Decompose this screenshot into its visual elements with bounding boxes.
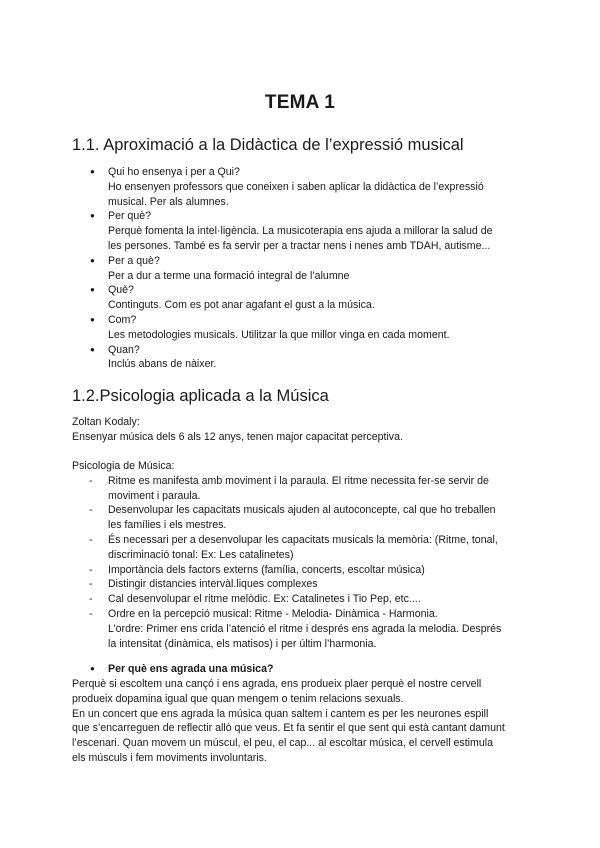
dash-marker: - — [89, 563, 93, 576]
kodaly-text: Ensenyar música dels 6 als 12 anys, tenen major capacitat perceptiva. — [72, 430, 403, 443]
dash-item-text: Ritme es manifesta amb moviment i la paraula. El ritme necessita fer-se servir de — [108, 474, 489, 487]
dash-item-text: les famílies i els mestres. — [108, 519, 227, 532]
list-item — [72, 283, 532, 313]
dash-item-text: Cal desenvolupar el ritme melòdic. Ex: Catalinetes i Tio Pep, etc.... — [108, 593, 421, 606]
psicologia-label: Psicologia de Música: — [72, 460, 175, 472]
bullet-icon: ● — [90, 255, 95, 265]
list-item — [72, 343, 532, 373]
list-item — [72, 165, 532, 209]
dash-marker: - — [89, 593, 93, 606]
dash-marker: - — [89, 607, 93, 620]
psicologia-block — [72, 459, 532, 651]
question-text: Per què? — [108, 210, 151, 223]
dash-item-text: Distingir distancies intervàl.liques complexes — [108, 578, 318, 591]
bullet-icon: ● — [90, 211, 95, 221]
dash-item-text: L’ordre: Primer ens crida l’atenció el ritme i després ens agrada la melodia. Després — [108, 622, 502, 635]
page-title: TEMA 1 — [264, 92, 336, 113]
dash-item-text: la intensitat (dinàmica, els matisos) i per últim l’harmonia. — [108, 637, 377, 650]
bullet-icon: ● — [90, 285, 95, 295]
question-text: Com? — [108, 313, 137, 326]
question-text: Qui ho ensenya i per a Qui? — [108, 166, 240, 178]
bullet-icon: ● — [90, 314, 95, 324]
answer-text: Per a dur a terme una formació integral de l’alumne — [108, 269, 350, 282]
dash-item-text: Importància dels factors externs (família, concerts, escoltar música) — [108, 563, 425, 576]
answer-text: Inclús abans de nàixer. — [108, 358, 217, 371]
paragraph-line: produeix dopamina igual que quan mengem o tenim relacions sexuals. — [72, 692, 404, 705]
kodaly-label: Zoltan Kodaly: — [72, 416, 140, 428]
dash-list-item — [72, 474, 532, 504]
question-text: Quan? — [108, 343, 140, 356]
question-text: Què? — [108, 284, 134, 297]
answer-text: Continguts. Com es pot anar agafant el gust a la música. — [108, 299, 375, 312]
question-text: Per a què? — [108, 254, 160, 267]
section-heading-1-1: 1.1. Aproximació a la Didàctica de l’expressió musical — [72, 136, 464, 154]
section-heading-1-2: 1.2.Psicologia aplicada a la Música — [72, 387, 329, 405]
paragraph-line: l’escenari. Quan movem un múscul, el peu, el cap... al escoltar música, el cervell estimula — [72, 737, 493, 750]
dash-list-item — [72, 607, 532, 651]
paragraph-line: els músculs i fem moviments involuntaris. — [72, 751, 267, 764]
paragraph-line: En un concert que ens agrada la música quan saltem i cantem es per les neurones espill — [72, 707, 489, 720]
why-heading-item — [72, 662, 532, 677]
dash-item-text: És necessari per a desenvolupar les capacitats musicals la memòria: (Ritme, tonal, — [108, 533, 498, 546]
section-1-1-list — [72, 165, 532, 372]
list-item — [72, 209, 532, 253]
bullet-icon: ● — [90, 664, 95, 673]
answer-text: Perquè fomenta la intel·ligència. La musicoterapia ens ajuda a millorar la salud de — [108, 225, 493, 238]
answer-text: musical. Per als alumnes. — [108, 195, 229, 208]
answer-text: les persones. També es fa servir per a tractar nens i nenes amb TDAH, autisme... — [108, 239, 491, 252]
dash-marker: - — [89, 578, 93, 591]
dash-list-item — [72, 533, 532, 563]
dash-list-item — [72, 563, 532, 578]
dash-marker: - — [89, 474, 93, 487]
list-item — [72, 254, 532, 284]
kodaly-block — [72, 415, 532, 445]
dash-list-item — [72, 577, 532, 592]
dash-item-text: Desenvolupar les capacitats musicals ajuden al autoconcepte, cal que ho treballen — [108, 504, 496, 517]
answer-text: Les metodologies musicals. Utilitzar la que millor vinga en cada moment. — [108, 328, 450, 341]
list-item — [72, 313, 532, 343]
dash-list-item — [72, 592, 532, 607]
dash-item-text: discriminació tonal: Ex: Les catalinetes) — [108, 548, 294, 561]
why-heading: Per què ens agrada una música? — [108, 663, 274, 675]
dash-list-item — [72, 503, 532, 533]
bullet-icon: ● — [90, 344, 95, 354]
paragraph-line: Perquè si escoltem una cançó i ens agrada, ens produeix plaer perquè el nostre cervell — [72, 678, 482, 690]
dash-item-text: Ordre en la percepció musical: Ritme - Melodia- Dinàmica - Harmonia. — [108, 607, 438, 620]
why-heading-block — [72, 662, 532, 677]
bullet-icon: ● — [90, 167, 95, 176]
dash-item-text: moviment i paraula. — [108, 489, 201, 502]
answer-text: Ho ensenyen professors que coneixen i saben aplicar la didàctica de l’expressió — [108, 180, 484, 193]
why-paragraph — [72, 677, 542, 766]
paragraph-line: que s’encarreguen de reflectir allò que veus. Et fa sentir el que sent qui està cantant damunt — [72, 722, 505, 735]
dash-marker: - — [89, 504, 93, 517]
dash-marker: - — [89, 533, 93, 546]
